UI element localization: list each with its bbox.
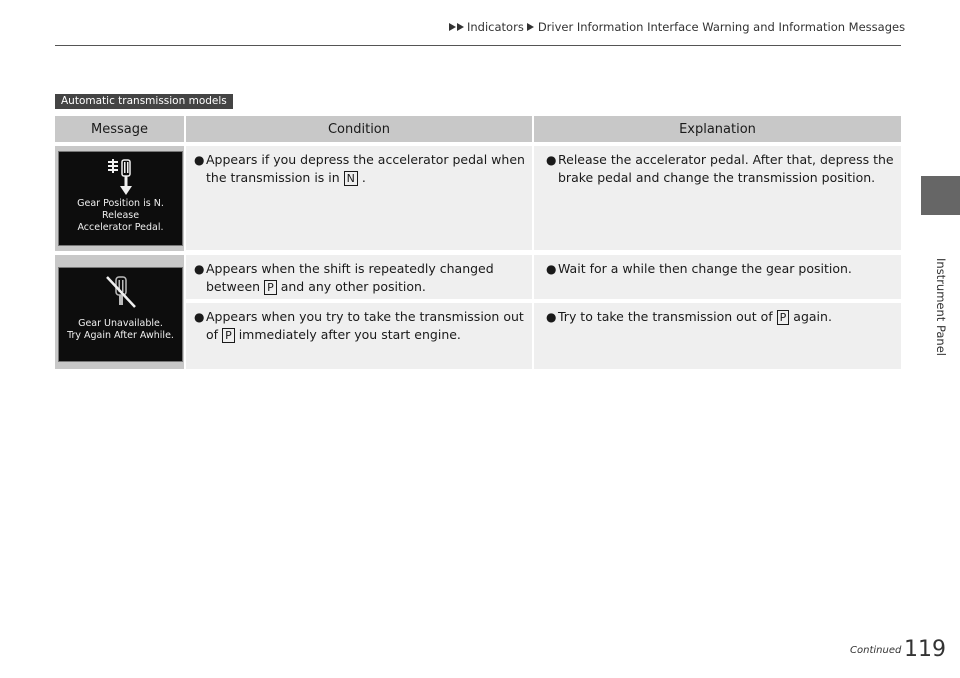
condition-text-end: and any other position.: [280, 279, 426, 294]
gear-key-p: P: [264, 280, 277, 295]
condition-text-end: immediately after you start engine.: [238, 327, 461, 342]
chapter-label: Instrument Panel: [934, 258, 948, 356]
header-explanation: Explanation: [679, 121, 756, 137]
chapter-tab: [921, 176, 960, 215]
bullet-icon: ●: [194, 310, 205, 324]
breadcrumb-item-indicators[interactable]: Indicators: [467, 20, 524, 34]
screen-text-line: Gear Unavailable.: [78, 318, 163, 329]
bullet-icon: ●: [546, 310, 557, 324]
breadcrumb-arrow-icon: [449, 23, 465, 31]
table-row: [55, 146, 901, 251]
screen-text-line: Accelerator Pedal.: [77, 222, 164, 233]
header-condition: Condition: [186, 116, 534, 142]
gear-key-p: P: [777, 310, 790, 325]
bullet-icon: ●: [546, 153, 557, 167]
condition-text: Appears when you try to take the transmission out of: [206, 309, 524, 342]
message-table: [55, 116, 901, 369]
screen-text-line: Release: [101, 210, 140, 221]
bullet-icon: ●: [194, 153, 205, 167]
condition-text: Appears when the shift is repeatedly changed between: [206, 261, 494, 294]
table-subrow: [186, 255, 901, 299]
condition-text-end: .: [361, 170, 366, 185]
explanation-cell: [534, 255, 901, 299]
gear-shift-up-arrow-icon: [106, 158, 136, 198]
section-label: Automatic transmission models: [55, 94, 233, 109]
explanation-text: Try to take the transmission out of: [558, 309, 773, 324]
screen-text-line: Gear Position is N.: [77, 198, 164, 209]
display-screen-gear-position: [58, 151, 183, 246]
gear-key-n: N: [344, 171, 358, 186]
breadcrumb: [449, 20, 905, 34]
breadcrumb-arrow-icon: [527, 23, 535, 31]
explanation-text: Wait for a while then change the gear position.: [558, 261, 852, 276]
breadcrumb-item-messages[interactable]: Driver Information Interface Warning and Information Messages: [537, 20, 906, 34]
bullet-icon: ●: [194, 262, 205, 276]
header-message: Message: [55, 116, 186, 142]
table-header: [55, 116, 901, 142]
explanation-cell: [534, 146, 901, 250]
continued-label: Continued: [850, 645, 902, 656]
gear-shift-crossed-out-icon: [104, 274, 138, 310]
page-number: 119: [904, 637, 946, 662]
table-row: [55, 255, 901, 369]
condition-cell: [186, 255, 534, 299]
screen-text-line: Try Again After Awhile.: [67, 330, 174, 341]
condition-cell: [186, 146, 534, 250]
gear-key-p: P: [222, 328, 235, 343]
table-subrow: [186, 299, 901, 369]
explanation-text: Release the accelerator pedal. After that, depress the brake pedal and change the transmission position.: [558, 152, 894, 185]
condition-text: Appears if you depress the accelerator pedal when the transmission is in: [206, 152, 525, 185]
explanation-cell: [534, 303, 901, 369]
message-image-cell: [55, 146, 186, 251]
condition-cell: [186, 303, 534, 369]
explanation-text-end: again.: [793, 309, 832, 324]
display-screen-gear-unavailable: [58, 267, 183, 362]
table-subrow: [186, 146, 901, 250]
bullet-icon: ●: [546, 262, 557, 276]
header-divider: [55, 45, 901, 46]
message-image-cell: [55, 255, 186, 369]
